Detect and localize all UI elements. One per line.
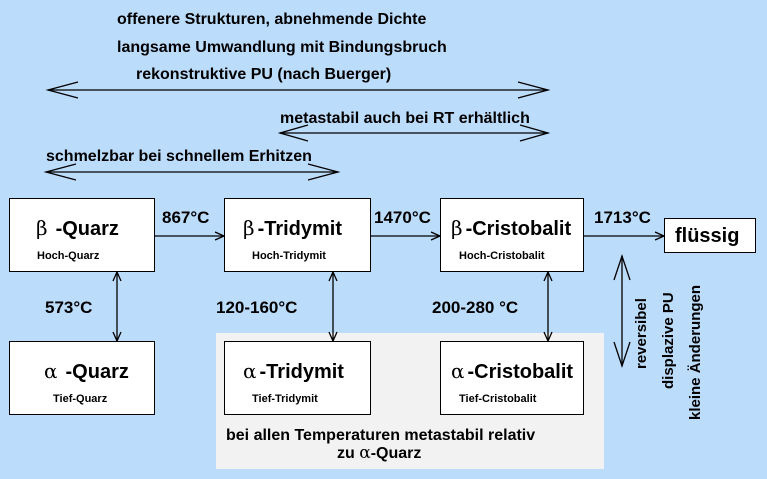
beta-tridymit-name: -Tridymit <box>257 218 343 240</box>
alpha-cristobalit-name: -Cristobalit <box>467 361 574 383</box>
beta-symbol: β <box>451 216 463 240</box>
displacive-label: displazive PU <box>660 292 677 389</box>
header-line-2: langsame Umwandlung mit Bindungsbruch <box>117 39 447 56</box>
temp-tridymit-cristobalit: 1470°C <box>374 208 431 227</box>
reversible-label: reversibel <box>633 298 650 369</box>
temp-cristobalit-alpha-beta: 200-280 °C <box>432 298 519 317</box>
alpha-symbol: α <box>359 443 371 463</box>
meltable-range-label: schmelzbar bei schnellem Erhitzen <box>46 148 312 165</box>
beta-cristobalit-sub: Hoch-Cristobalit <box>459 250 545 262</box>
note-prefix: zu <box>337 445 360 462</box>
beta-quarz-box <box>9 198 155 272</box>
temp-tridymit-alpha-beta: 120-160°C <box>216 298 298 317</box>
temp-quarz-tridymit: 867°C <box>162 208 210 227</box>
alpha-symbol: α <box>243 359 257 383</box>
temp-cristobalit-liquid: 1713°C <box>594 208 651 227</box>
header-line-1: offenere Strukturen, abnehmende Dichte <box>117 11 427 28</box>
alpha-quarz-box <box>9 341 155 415</box>
note-line-2 <box>337 443 421 463</box>
alpha-quarz-sub: Tief-Quarz <box>53 393 108 405</box>
beta-tridymit-box <box>224 198 371 272</box>
small-changes-label: kleine Änderungen <box>687 284 704 420</box>
beta-symbol: β <box>243 216 255 240</box>
alpha-cristobalit-sub: Tief-Cristobalit <box>459 393 537 405</box>
beta-cristobalit-name: -Cristobalit <box>465 218 572 240</box>
alpha-tridymit-name: -Tridymit <box>259 361 344 383</box>
temp-quarz-alpha-beta: 573°C <box>45 298 93 317</box>
liquid-box <box>664 218 756 253</box>
alpha-symbol: α <box>451 359 465 383</box>
alpha-quarz-name: -Quarz <box>65 361 129 383</box>
metastable-range-label: metastabil auch bei RT erhältlich <box>280 110 530 127</box>
alpha-tridymit-box <box>224 341 371 415</box>
header-line-3: rekonstruktive PU (nach Buerger) <box>136 66 392 83</box>
beta-symbol: β <box>36 216 48 240</box>
note-suffix: -Quarz <box>370 445 422 462</box>
alpha-tridymit-sub: Tief-Tridymit <box>252 393 318 405</box>
liquid-label: flüssig <box>675 225 740 247</box>
beta-quarz-name: -Quarz <box>55 218 119 240</box>
alpha-symbol: α <box>44 359 58 383</box>
alpha-cristobalit-box <box>440 341 584 415</box>
beta-quarz-sub: Hoch-Quarz <box>37 250 100 262</box>
beta-cristobalit-box <box>440 198 584 272</box>
beta-tridymit-sub: Hoch-Tridymit <box>252 250 326 262</box>
note-line-1: bei allen Temperaturen metastabil relativ <box>226 427 536 444</box>
